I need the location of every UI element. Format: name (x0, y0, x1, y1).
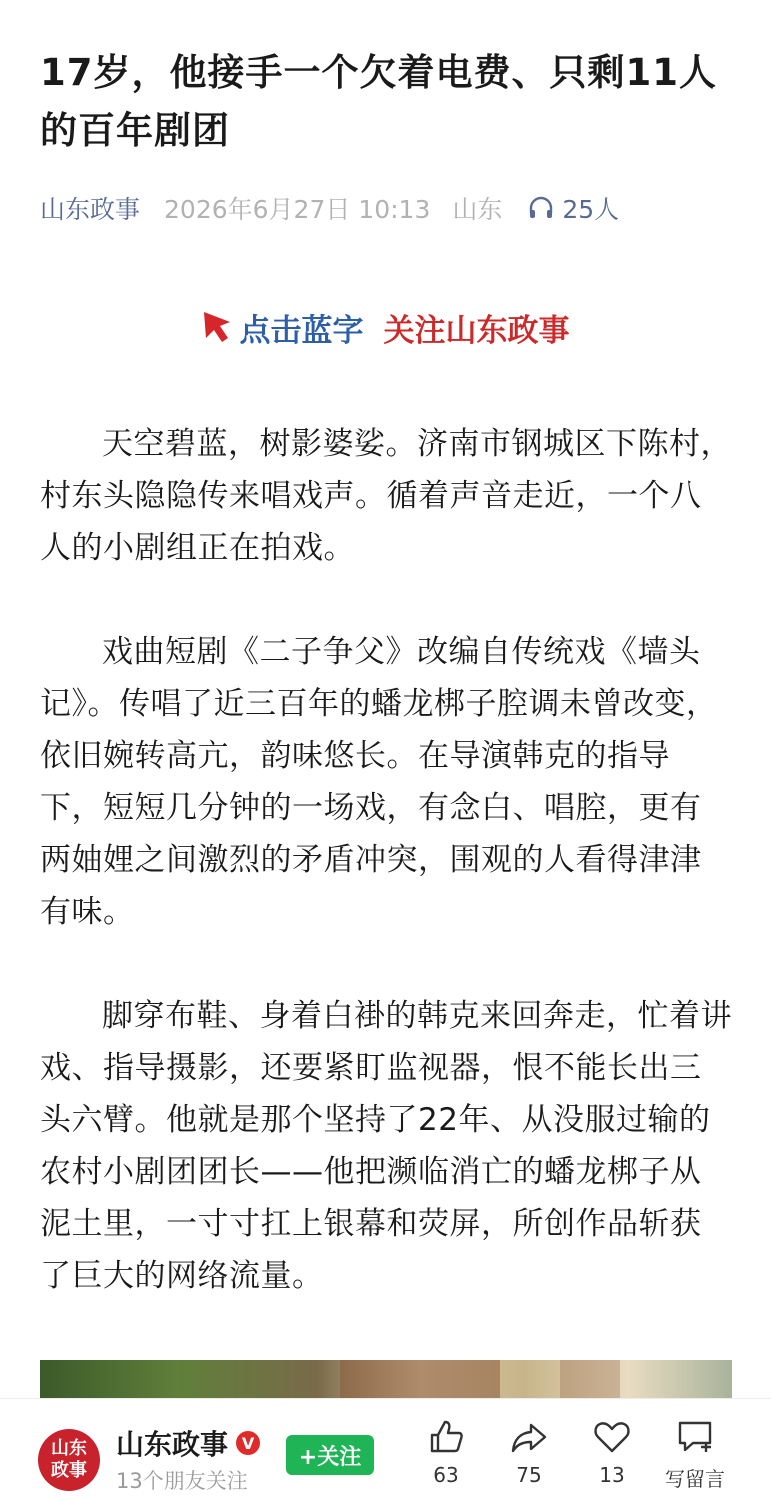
friends-following: 13个朋友关注 (116, 1469, 248, 1493)
paragraph: 天空碧蓝，树影婆娑。济南市钢城区下陈村，村东头隐隐传来唱戏声。循着声音走近，一个八人的小剧组正在拍戏。 (40, 426, 732, 566)
follow-button[interactable]: +关注 (286, 1435, 374, 1475)
listener-count: 25人 (562, 195, 620, 224)
paragraph: 戏曲短剧《二子争父》改编自传统戏《墙头记》。传唱了近三百年的蟠龙梆子腔调未曾改变，依旧婉转高亢，韵味悠长。在导演韩克的指导下，短短几分钟的一场戏，有念白、唱腔，更有两妯娌之间激烈的矛盾冲突，围观的人看得津津有味。 (40, 634, 718, 930)
share-arrow-icon (509, 1417, 549, 1457)
arrow-pointer-icon (202, 310, 232, 344)
avatar[interactable] (38, 1429, 100, 1491)
heart-icon (592, 1417, 632, 1457)
article-body (40, 418, 732, 1302)
publish-date: 2026年6月27日 10:13 (164, 195, 431, 224)
account-link[interactable]: 山东政事 (40, 195, 141, 224)
verified-icon: V (236, 1431, 260, 1455)
favorite-button[interactable] (572, 1417, 652, 1487)
like-button[interactable] (406, 1417, 486, 1487)
region-label: 山东 (452, 195, 503, 224)
like-count: 63 (433, 1463, 459, 1487)
banner-blue-text: 点击蓝字 (239, 312, 364, 349)
article-title: 17岁，他接手一个欠着电费、只剩11人的百年剧团 (40, 51, 717, 152)
headphones-icon (528, 196, 554, 220)
article-meta (40, 188, 619, 228)
avatar-text: 山东政事 (51, 1438, 87, 1481)
favorite-count: 13 (599, 1463, 625, 1487)
listen-button[interactable] (528, 190, 619, 226)
article-photo[interactable] (40, 1360, 732, 1400)
comment-icon (675, 1417, 715, 1457)
share-button[interactable] (489, 1417, 569, 1487)
thumbs-up-icon (426, 1417, 466, 1457)
comment-button[interactable] (655, 1417, 735, 1492)
share-count: 75 (516, 1463, 542, 1487)
account-name[interactable] (116, 1423, 260, 1463)
paragraph: 脚穿布鞋、身着白褂的韩克来回奔走，忙着讲戏、指导摄影，还要紧盯监视器，恨不能长出三头六臂。他就是那个坚持了22年、从没服过输的农村小剧团团长——他把濒临消亡的蟠龙梆子从泥土里，一寸寸扛上银幕和荧屏，所创作品斩获了巨大的网络流量。 (40, 998, 732, 1294)
banner-red-text: 关注山东政事 (383, 312, 570, 349)
comment-label: 写留言 (665, 1467, 725, 1491)
bottom-action-bar (0, 1398, 771, 1501)
account-name-text: 山东政事 (116, 1428, 229, 1461)
follow-banner[interactable] (0, 300, 771, 354)
